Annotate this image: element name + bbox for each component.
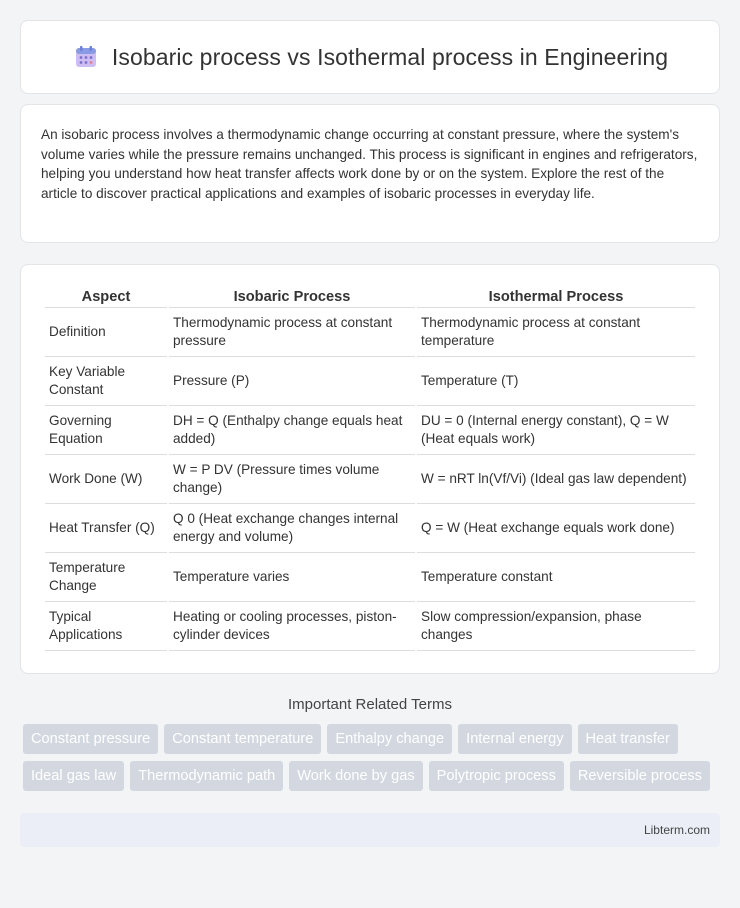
row-aspect: Definition: [45, 308, 167, 357]
intro-card: [20, 104, 720, 243]
row-isobaric: Q 0 (Heat exchange changes internal energy and volume): [169, 504, 415, 553]
row-isothermal: Thermodynamic process at constant temperature: [417, 308, 695, 357]
table-row: [45, 504, 695, 553]
related-terms-title: Important Related Terms: [288, 696, 452, 713]
row-isobaric: DH = Q (Enthalpy change equals heat added): [169, 406, 415, 455]
table-row: [45, 455, 695, 504]
table-row: [45, 553, 695, 602]
tag-internal-energy[interactable]: Internal energy: [458, 724, 571, 754]
table-row: [45, 308, 695, 357]
row-aspect: Temperature Change: [45, 553, 167, 602]
row-isothermal: Temperature (T): [417, 357, 695, 406]
tag-heat-transfer[interactable]: Heat transfer: [578, 724, 678, 754]
table-row: [45, 406, 695, 455]
row-isobaric: Pressure (P): [169, 357, 415, 406]
row-aspect: Heat Transfer (Q): [45, 504, 167, 553]
comparison-table-card: [20, 264, 720, 674]
footer: [20, 813, 720, 847]
tag-enthalpy-change[interactable]: Enthalpy change: [327, 724, 452, 754]
row-aspect: Work Done (W): [45, 455, 167, 504]
tag-work-done-by-gas[interactable]: Work done by gas: [289, 761, 422, 791]
header-aspect: Aspect: [45, 287, 167, 308]
row-isothermal: Slow compression/expansion, phase changes: [417, 602, 695, 651]
row-aspect: Key Variable Constant: [45, 357, 167, 406]
footer-site-link[interactable]: Libterm.com: [643, 823, 710, 837]
tag-polytropic-process[interactable]: Polytropic process: [429, 761, 564, 791]
tag-reversible-process[interactable]: Reversible process: [570, 761, 710, 791]
row-isothermal: DU = 0 (Internal energy constant), Q = W (Heat equals work): [417, 406, 695, 455]
calendar-grid-icon: [72, 43, 100, 71]
related-terms-section: [20, 696, 720, 791]
tag-thermodynamic-path[interactable]: Thermodynamic path: [130, 761, 283, 791]
row-isobaric: W = P DV (Pressure times volume change): [169, 455, 415, 504]
table-row: [45, 602, 695, 651]
table-header-row: [45, 287, 695, 308]
comparison-table: [43, 287, 697, 651]
tag-ideal-gas-law[interactable]: Ideal gas law: [23, 761, 124, 791]
row-isobaric: Thermodynamic process at constant pressure: [169, 308, 415, 357]
row-isothermal: Temperature constant: [417, 553, 695, 602]
row-aspect: Governing Equation: [45, 406, 167, 455]
tag-constant-pressure[interactable]: Constant pressure: [23, 724, 158, 754]
table-row: [45, 357, 695, 406]
page-title: Isobaric process vs Isothermal process in Engineering: [111, 43, 669, 70]
row-aspect: Typical Applications: [45, 602, 167, 651]
header-isobaric: Isobaric Process: [169, 287, 415, 308]
related-terms-tags: [20, 724, 720, 791]
row-isothermal: W = nRT ln(Vf/Vi) (Ideal gas law dependent): [417, 455, 695, 504]
row-isobaric: Heating or cooling processes, piston-cylinder devices: [169, 602, 415, 651]
row-isothermal: Q = W (Heat exchange equals work done): [417, 504, 695, 553]
header-isothermal: Isothermal Process: [417, 287, 695, 308]
intro-paragraph: An isobaric process involves a thermodynamic change occurring at constant pressure, where the system's volume varies while the pressure remains unchanged. This process is significant in engines and refrigerators, helping you understand how heat transfer affects work done by or on the system. Explore the rest of the article to discover practical applications and examples of isobaric processes in everyday life.: [41, 127, 698, 201]
title-card: [20, 20, 720, 94]
tag-constant-temperature[interactable]: Constant temperature: [164, 724, 321, 754]
row-isobaric: Temperature varies: [169, 553, 415, 602]
